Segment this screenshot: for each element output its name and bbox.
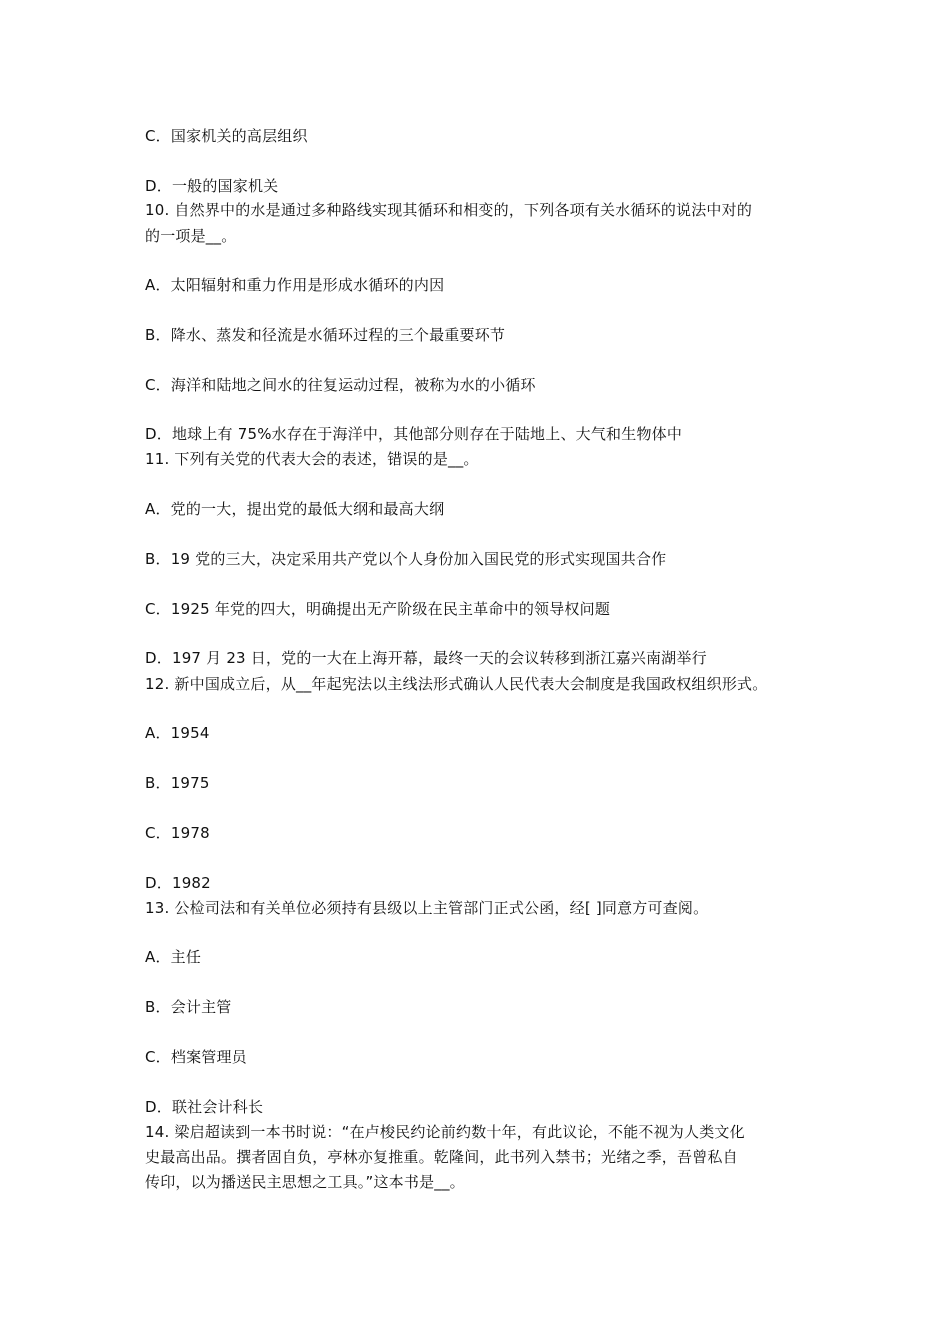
q13-option-a: A．主任 bbox=[145, 948, 202, 966]
q13-option-b: B．会计主管 bbox=[145, 998, 232, 1016]
q12-option-c: C．1978 bbox=[145, 824, 210, 842]
q10-option-a: A．太阳辐射和重力作用是形成水循环的内因 bbox=[145, 276, 445, 294]
q9-option-d: D．一般的国家机关 bbox=[145, 177, 279, 195]
q14-stem-line-3: 传印，以为播送民主思想之工具。”这本书是__。 bbox=[145, 1173, 465, 1191]
q9-option-c: C．国家机关的高层组织 bbox=[145, 127, 308, 145]
q11-stem: 11. 下列有关党的代表大会的表述，错误的是__。 bbox=[145, 450, 479, 468]
q12-stem: 12. 新中国成立后，从__年起宪法以主线法形式确认人民代表大会制度是我国政权组织形式。 bbox=[145, 675, 768, 693]
q10-stem-line-2: 的一项是__。 bbox=[145, 227, 237, 245]
q13-option-d: D．联社会计科长 bbox=[145, 1098, 264, 1116]
q11-option-c: C．1925 年党的四大，明确提出无产阶级在民主革命中的领导权问题 bbox=[145, 600, 611, 618]
q13-stem: 13. 公检司法和有关单位必须持有县级以上主管部门正式公函，经[ ]同意方可查阅。 bbox=[145, 899, 709, 917]
q11-option-b: B．19 党的三大，决定采用共产党以个人身份加入国民党的形式实现国共合作 bbox=[145, 550, 667, 568]
q12-option-b: B．1975 bbox=[145, 774, 210, 792]
q10-option-c: C．海洋和陆地之间水的往复运动过程，被称为水的小循环 bbox=[145, 376, 536, 394]
q11-option-a: A．党的一大，提出党的最低大纲和最高大纲 bbox=[145, 500, 445, 518]
q14-stem-line-2: 史最高出品。撰者固自负，亭林亦复推重。乾隆间，此书列入禁书；光绪之季，吾曾私自 bbox=[145, 1148, 738, 1166]
q10-option-d: D．地球上有 75%水存在于海洋中，其他部分则存在于陆地上、大气和生物体中 bbox=[145, 425, 683, 443]
q10-stem-line-1: 10. 自然界中的水是通过多种路线实现其循环和相变的，下列各项有关水循环的说法中对的 bbox=[145, 201, 753, 219]
q12-option-d: D．1982 bbox=[145, 874, 211, 892]
q13-option-c: C．档案管理员 bbox=[145, 1048, 247, 1066]
q14-stem-line-1: 14. 梁启超读到一本书时说：“在卢梭民约论前约数十年，有此议论，不能不视为人类文化 bbox=[145, 1123, 745, 1141]
q10-option-b: B．降水、蒸发和径流是水循环过程的三个最重要环节 bbox=[145, 326, 506, 344]
q11-option-d: D．197 月 23 日，党的一大在上海开幕，最终一天的会议转移到浙江嘉兴南湖举行 bbox=[145, 649, 707, 667]
q12-option-a: A．1954 bbox=[145, 724, 210, 742]
